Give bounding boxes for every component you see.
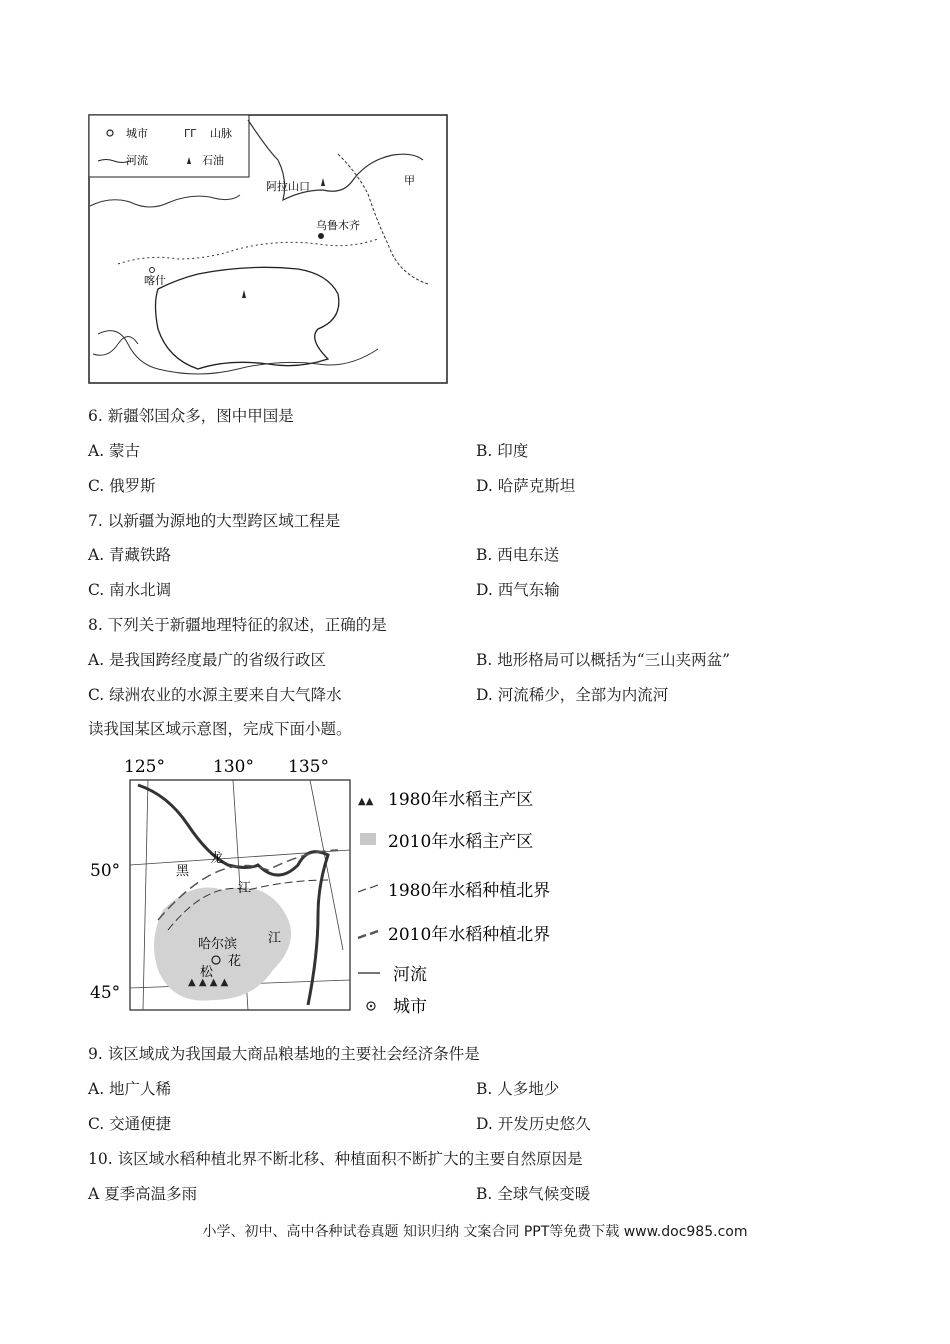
question-9-option-d: D. 开发历史悠久 <box>476 1115 591 1133</box>
legend-river: 河流 <box>126 154 148 167</box>
xinjiang-map <box>88 114 448 384</box>
question-7-stem: 7. 以新疆为源地的大型跨区域工程是 <box>88 512 341 530</box>
legend-city-2: 城市 <box>393 997 427 1017</box>
lon-135: 135° <box>288 757 329 777</box>
question-6-option-c: C. 俄罗斯 <box>88 477 156 495</box>
question-8-option-d: D. 河流稀少，全部为内流河 <box>476 686 669 704</box>
label-harbin: 哈尔滨 <box>198 937 238 952</box>
question-8-option-b: B. 地形格局可以概括为“三山夹两盆” <box>476 651 731 669</box>
label-jiang-2: 江 <box>268 931 282 946</box>
question-6-stem: 6. 新疆邻国众多，图中甲国是 <box>88 407 294 425</box>
question-10-stem: 10. 该区域水稻种植北界不断北移、种植面积不断扩大的主要自然原因是 <box>88 1150 583 1168</box>
legend-rice-2010: 2010年水稻主产区 <box>388 832 534 852</box>
label-hei: 黑 <box>176 864 190 879</box>
legend-north-1980: 1980年水稻种植北界 <box>388 881 551 901</box>
lon-130: 130° <box>213 757 254 777</box>
lon-125: 125° <box>124 757 165 777</box>
question-8-stem: 8. 下列关于新疆地理特征的叙述，正确的是 <box>88 616 387 634</box>
label-jiang-1: 江 <box>238 881 252 896</box>
north-1980-icon <box>358 885 378 892</box>
intro-text: 读我国某区域示意图，完成下面小题。 <box>88 720 352 738</box>
legend-oil: 石油 <box>202 154 224 167</box>
legend-north-2010: 2010年水稻种植北界 <box>388 925 551 945</box>
question-8-option-a: A. 是我国跨经度最广的省级行政区 <box>88 651 327 669</box>
rice-region-map <box>88 750 588 1020</box>
north-2010-icon <box>358 931 378 938</box>
mountain-legend-icon: ᒥᒥ <box>184 127 197 140</box>
label-alashankou: 阿拉山口 <box>266 180 310 193</box>
svg-text:▲ ▲ ▲ ▲: ▲ ▲ ▲ ▲ <box>188 977 229 988</box>
page-footer: 小学、初中、高中各种试卷真题 知识归纳 文案合同 PPT等免费下载 www.doc985.com <box>202 1224 748 1240</box>
label-kashgar: 喀什 <box>144 274 166 287</box>
lat-50: 50° <box>90 861 121 881</box>
question-7-option-a: A. 青藏铁路 <box>88 546 172 564</box>
question-6-option-b: B. 印度 <box>476 442 529 460</box>
legend-river-2: 河流 <box>393 965 427 985</box>
question-6-option-a: A. 蒙古 <box>88 442 141 460</box>
legend-city: 城市 <box>126 127 148 140</box>
lat-45: 45° <box>90 983 121 1003</box>
legend-mountain: 山脉 <box>210 127 232 140</box>
question-6-option-d: D. 哈萨克斯坦 <box>476 477 576 495</box>
question-9-option-c: C. 交通便捷 <box>88 1115 172 1133</box>
question-7-option-d: D. 西气东输 <box>476 581 560 599</box>
question-7-option-b: B. 西电东送 <box>476 546 560 564</box>
question-7-option-c: C. 南水北调 <box>88 581 172 599</box>
legend-rice-1980: 1980年水稻主产区 <box>388 790 534 810</box>
label-jia: 甲 <box>404 174 415 187</box>
rice-1980-icon: ▲▲ <box>358 796 374 807</box>
question-9-option-b: B. 人多地少 <box>476 1080 560 1098</box>
label-hua: 花 <box>228 954 242 969</box>
question-8-option-c: C. 绿洲农业的水源主要来自大气降水 <box>88 686 342 704</box>
question-10-option-b: B. 全球气候变暖 <box>476 1185 591 1203</box>
question-9-stem: 9. 该区域成为我国最大商品粮基地的主要社会经济条件是 <box>88 1045 480 1063</box>
label-urumqi: 乌鲁木齐 <box>316 219 360 232</box>
question-10-option-a: A 夏季高温多雨 <box>88 1185 198 1203</box>
label-long: 龙 <box>210 851 224 866</box>
rice-2010-icon <box>360 833 376 845</box>
question-9-option-a: A. 地广人稀 <box>88 1080 172 1098</box>
label-song: 松 <box>200 965 214 980</box>
